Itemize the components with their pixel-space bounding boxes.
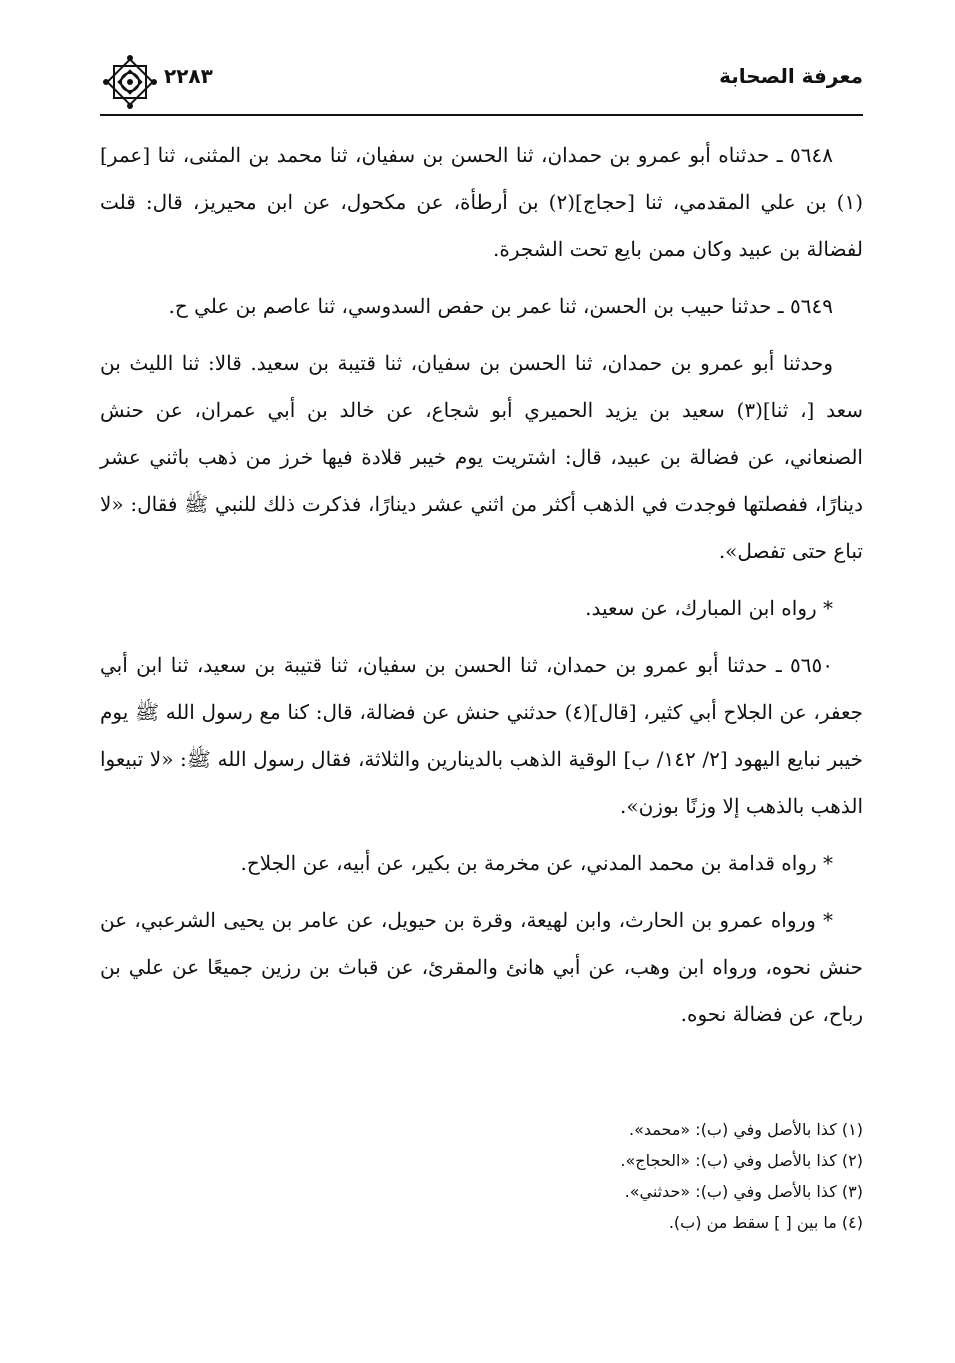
running-title: معرفة الصحابة — [719, 64, 863, 88]
hadith-5648: ٥٦٤٨ ـ حدثناه أبو عمرو بن حمدان، ثنا الحسن بن سفيان، ثنا محمد بن المثنى، ثنا [عمر](١) بن علي المقدمي، ثنا [حجاج](٢) بن أرطأة، عن مكحول، عن ابن محيريز، قال: قلت لفضالة بن عبيد وكان ممن بايع تحت الشجرة. — [100, 143, 863, 261]
footnotes — [100, 1114, 863, 1238]
narration-note: * رواه قدامة بن محمد المدني، عن مخرمة بن بكير، عن أبيه، عن الجلاح. — [240, 851, 833, 875]
octagonal-star-ornament-icon — [100, 52, 160, 112]
footnote-3: (٣) كذا بالأصل وفي (ب): «حدثني». — [624, 1182, 863, 1201]
main-text — [100, 132, 863, 1048]
footnote-4: (٤) ما بين [ ] سقط من (ب). — [668, 1213, 863, 1232]
hadith-5649: ٥٦٤٩ ـ حدثنا حبيب بن الحسن، ثنا عمر بن حفص السدوسي، ثنا عاصم بن علي ح. — [168, 294, 833, 318]
narration-note: * ورواه عمرو بن الحارث، وابن لهيعة، وقرة بن حيويل، عن عامر بن يحيى الشرعبي، عن حنش نحوه، ورواه ابن وهب، عن أبي هانئ والمقرئ، عن قباث بن رزين جميعًا عن علي بن رباح، عن فضالة نحوه. — [100, 908, 863, 1026]
footnote-1: (١) كذا بالأصل وفي (ب): «محمد». — [629, 1120, 863, 1139]
hadith-5649-continuation: وحدثنا أبو عمرو بن حمدان، ثنا الحسن بن سفيان، ثنا قتيبة بن سعيد. قالا: ثنا الليث بن سعد [، ثنا](٣) سعيد بن يزيد الحميري أبو شجاع، عن خالد بن أبي عمران، عن حنش الصنعاني، عن فضالة بن عبيد، قال: اشتريت يوم خيبر قلادة فيها خرز من ذهب باثني عشر دينارًا، ففصلتها فوجدت في الذهب أكثر من اثني عشر دينارًا، فذكرت ذلك للنبي ﷺ فقال: «لا تباع حتى تفصل». — [100, 351, 863, 563]
narration-note: * رواه ابن المبارك، عن سعيد. — [585, 596, 833, 620]
hadith-5650: ٥٦٥٠ ـ حدثنا أبو عمرو بن حمدان، ثنا الحسن بن سفيان، ثنا قتيبة بن سعيد، ثنا ابن أبي جعفر، عن الجلاح أبي كثير، [قال](٤) حدثني حنش عن فضالة، قال: كنا مع رسول الله ﷺ يوم خيبر نبايع اليهود [٢/ ١٤٢/ ب] الوقية الذهب بالدينارين والثلاثة، فقال رسول الله ﷺ: «لا تبيعوا الذهب بالذهب إلا وزنًا بوزن». — [100, 653, 864, 818]
page-header — [100, 52, 863, 116]
footnote-2: (٢) كذا بالأصل وفي (ب): «الحجاج». — [620, 1151, 863, 1170]
page-number: ٢٢٨٣ — [164, 64, 213, 88]
book-page — [100, 52, 863, 1323]
